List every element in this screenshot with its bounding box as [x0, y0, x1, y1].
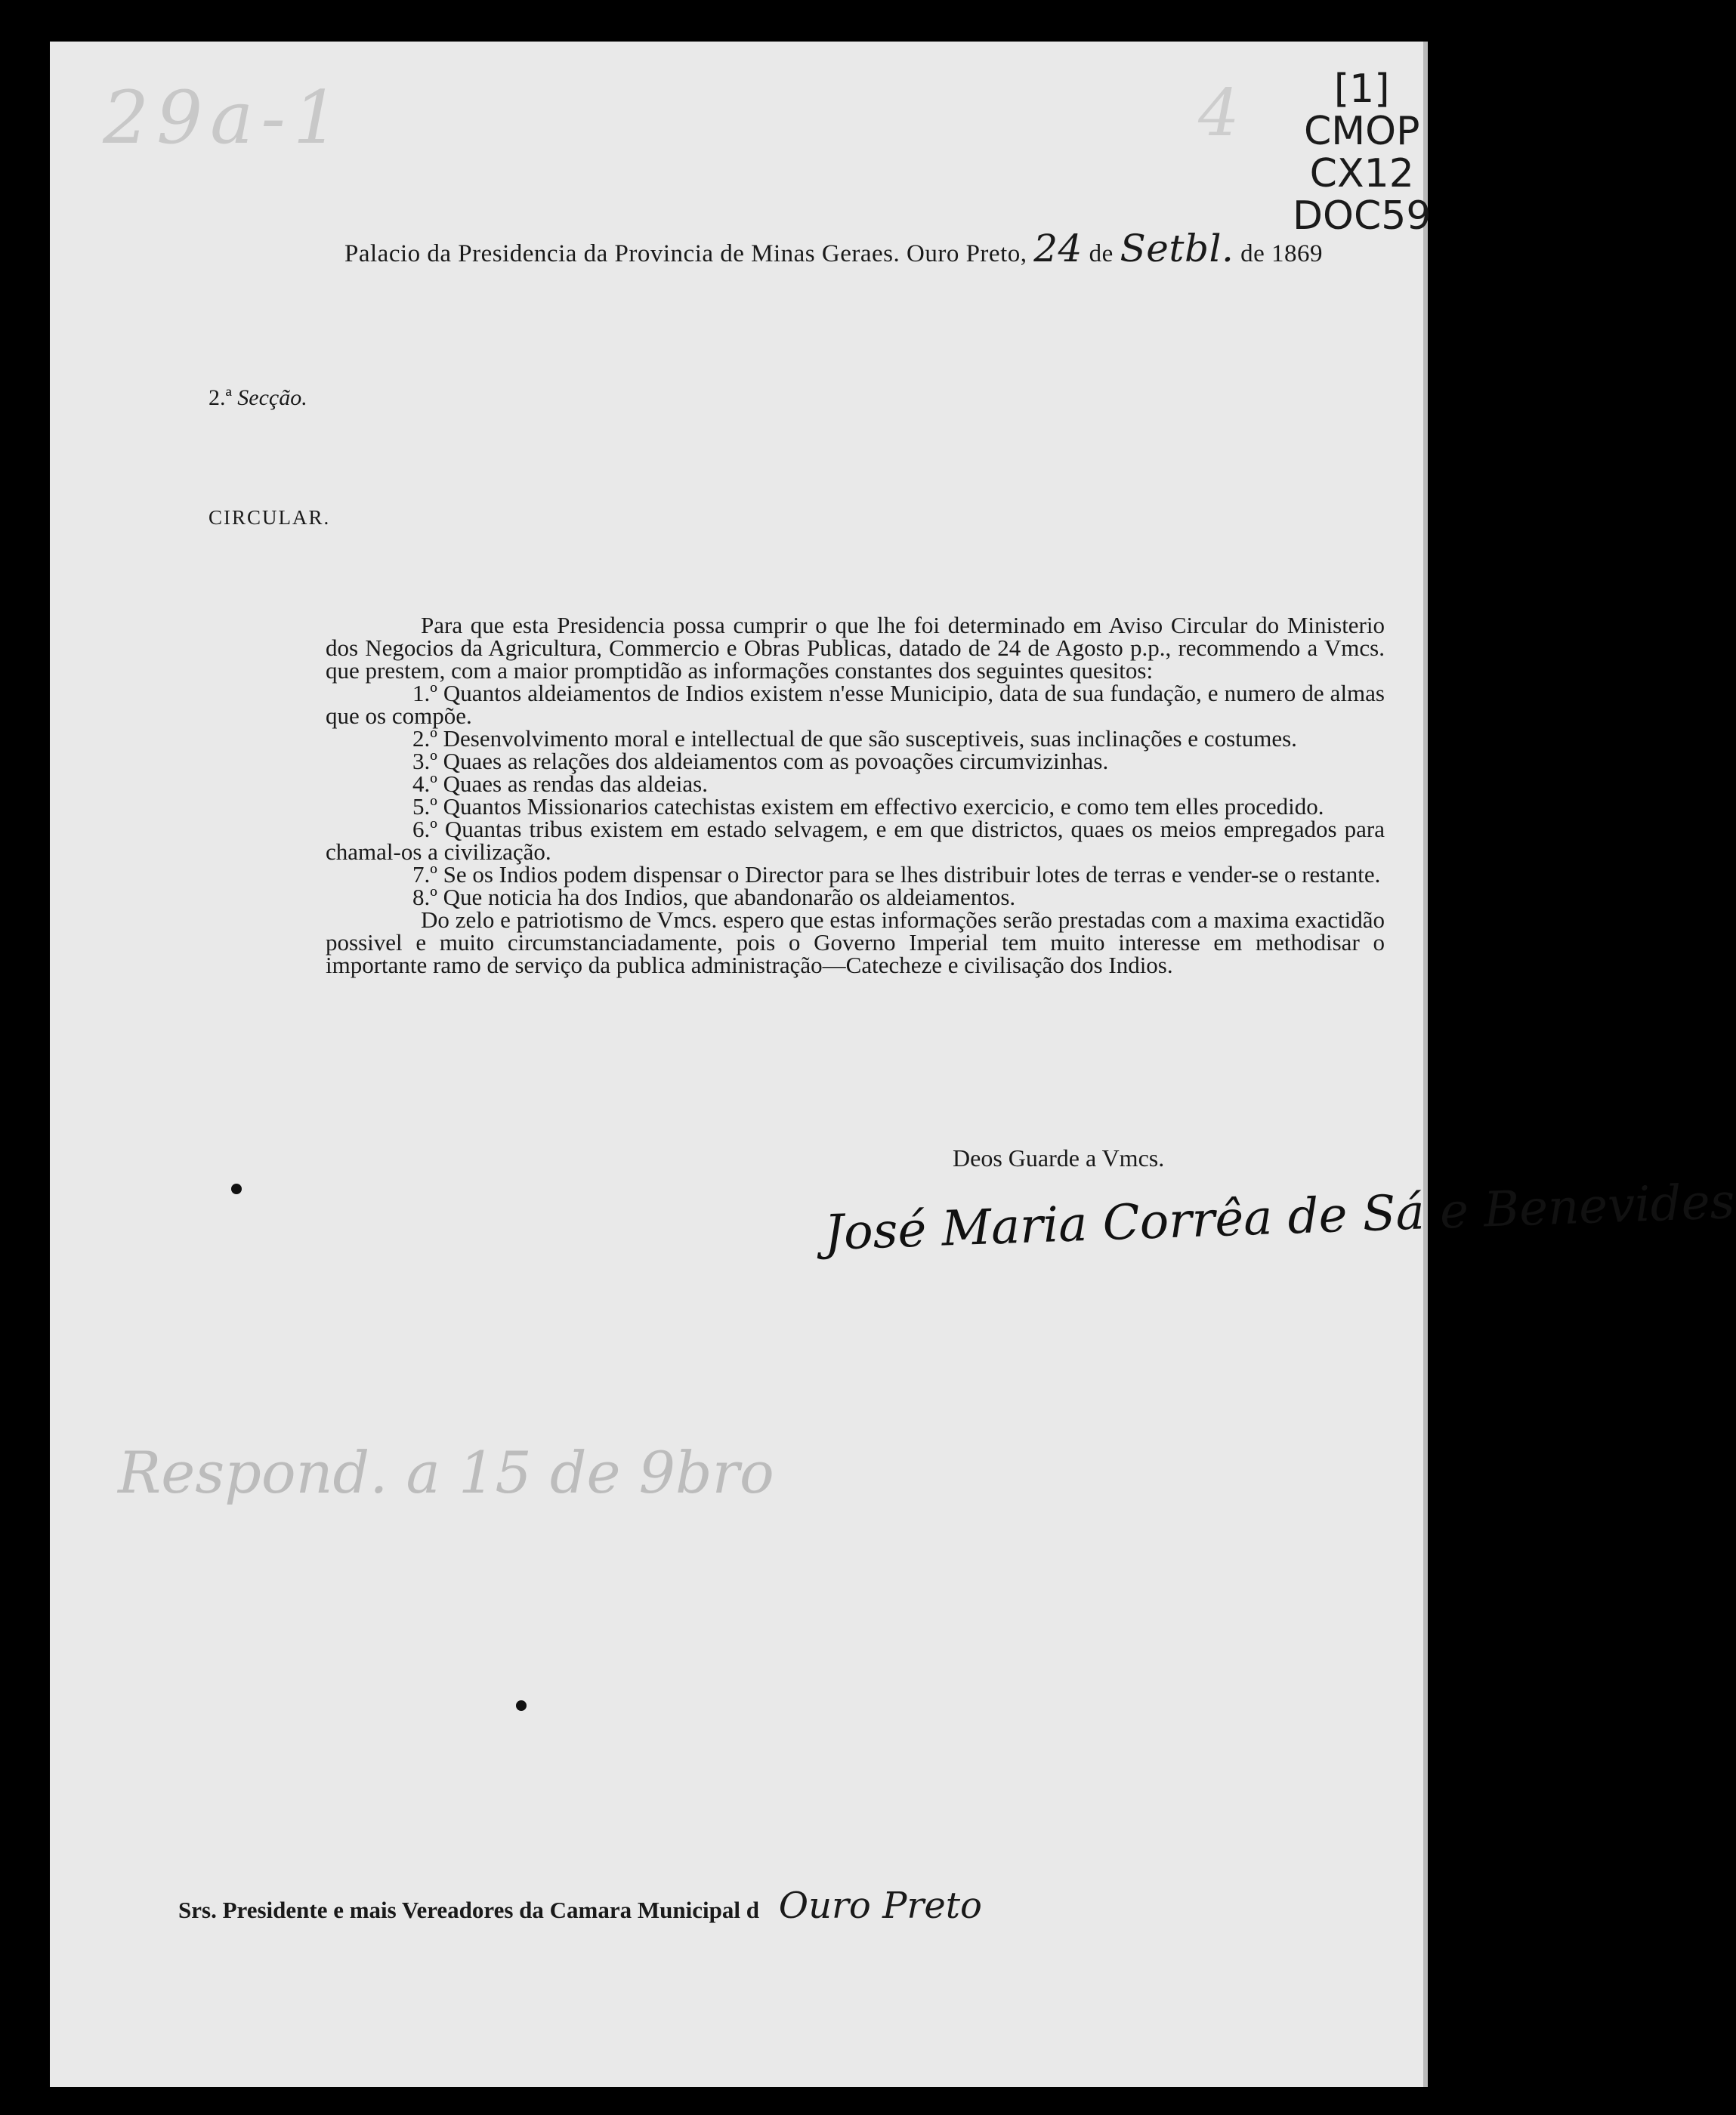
- header-day: 24: [1033, 227, 1083, 270]
- punch-hole-mark: [516, 1700, 527, 1711]
- query-item-3: 3.º Quaes as relações dos aldeiamentos com as povoações circumvizinhas.: [412, 748, 1109, 774]
- query-item-7: 7.º Se os Indios podem dispensar o Director para se lhes distribuir lotes de terras e vender-se o restante.: [412, 861, 1381, 888]
- header-de-2: de: [1240, 240, 1265, 267]
- punch-hole-mark: [231, 1184, 242, 1194]
- section-text: Secção.: [237, 385, 307, 410]
- archive-reference: [1293, 68, 1431, 237]
- query-item-4: 4.º Quaes as rendas das aldeias.: [412, 770, 708, 797]
- section-number: 2.ª: [209, 385, 232, 410]
- circular-label: CIRCULAR.: [209, 506, 331, 529]
- archive-ref-line-4: DOC59: [1293, 193, 1432, 239]
- header-de-1: de: [1089, 240, 1114, 267]
- archive-ref-line-3: CX12: [1309, 151, 1414, 196]
- body-closing-paragraph: Do zelo e patriotismo de Vmcs. espero que estas informações serão prestadas com a maxima exactidão possivel e muito circumstanciadamente, pois o Governo Imperial tem muito interesse em methodisar o importante ramo de serviço da publica administração—Catecheze e civilisação dos Indios.: [326, 906, 1385, 978]
- query-item-2: 2.º Desenvolvimento moral e intellectual de que são susceptiveis, suas inclinações e costumes.: [412, 725, 1297, 752]
- query-item-6: 6.º Quantas tribus existem em estado selvagem, e em que districtos, quaes os meios empregados para chamal-os a civilização.: [326, 816, 1385, 865]
- addressee-line: [178, 1885, 982, 1927]
- header-year: 1869: [1271, 240, 1324, 267]
- header-place: Palacio da Presidencia da Provincia de Minas Geraes. Ouro Preto,: [344, 240, 1027, 267]
- query-item-8: 8.º Que noticia ha dos Indios, que abandonarão os aldeiamentos.: [412, 884, 1016, 910]
- archive-ref-line-1: [1]: [1333, 66, 1390, 112]
- section-label: [209, 385, 307, 411]
- pencil-mark-top-right: 4: [1198, 76, 1240, 151]
- query-item-5: 5.º Quantos Missionarios catechistas existem em effectivo exercicio, e como tem elles procedido.: [412, 793, 1324, 820]
- archive-ref-line-2: CMOP: [1303, 109, 1420, 154]
- header-month: Setbl.: [1120, 227, 1234, 270]
- letter-header: [344, 227, 1323, 270]
- addressee-handwritten: Ouro Preto: [778, 1885, 982, 1927]
- body-intro: Para que esta Presidencia possa cumprir o que lhe foi determinado em Aviso Circular do Ministerio dos Negocios da Agricultura, Commercio e Obras Publicas, datado de 24 de Agosto p.p., recommendo a Vmcs. que prestem, com a maior promptidão as informações constantes dos seguintes quesitos:: [326, 612, 1385, 684]
- query-item-1: 1.º Quantos aldeiamentos de Indios existem n'esse Municipio, data de sua fundação, e numero de almas que os compõe.: [326, 680, 1385, 729]
- signature: José Maria Corrêa de Sá e Benevides: [823, 1173, 1736, 1262]
- closing-salutation: Deos Guarde a Vmcs.: [953, 1144, 1165, 1172]
- pencil-mark-top-left: 29a-1: [103, 76, 347, 160]
- letter-body: [326, 614, 1385, 977]
- document-page: [50, 42, 1736, 2087]
- pencil-response-note: Respond. a 15 de 9bro: [118, 1439, 774, 1506]
- addressee-printed: Srs. Presidente e mais Vereadores da Camara Municipal d: [178, 1897, 759, 1923]
